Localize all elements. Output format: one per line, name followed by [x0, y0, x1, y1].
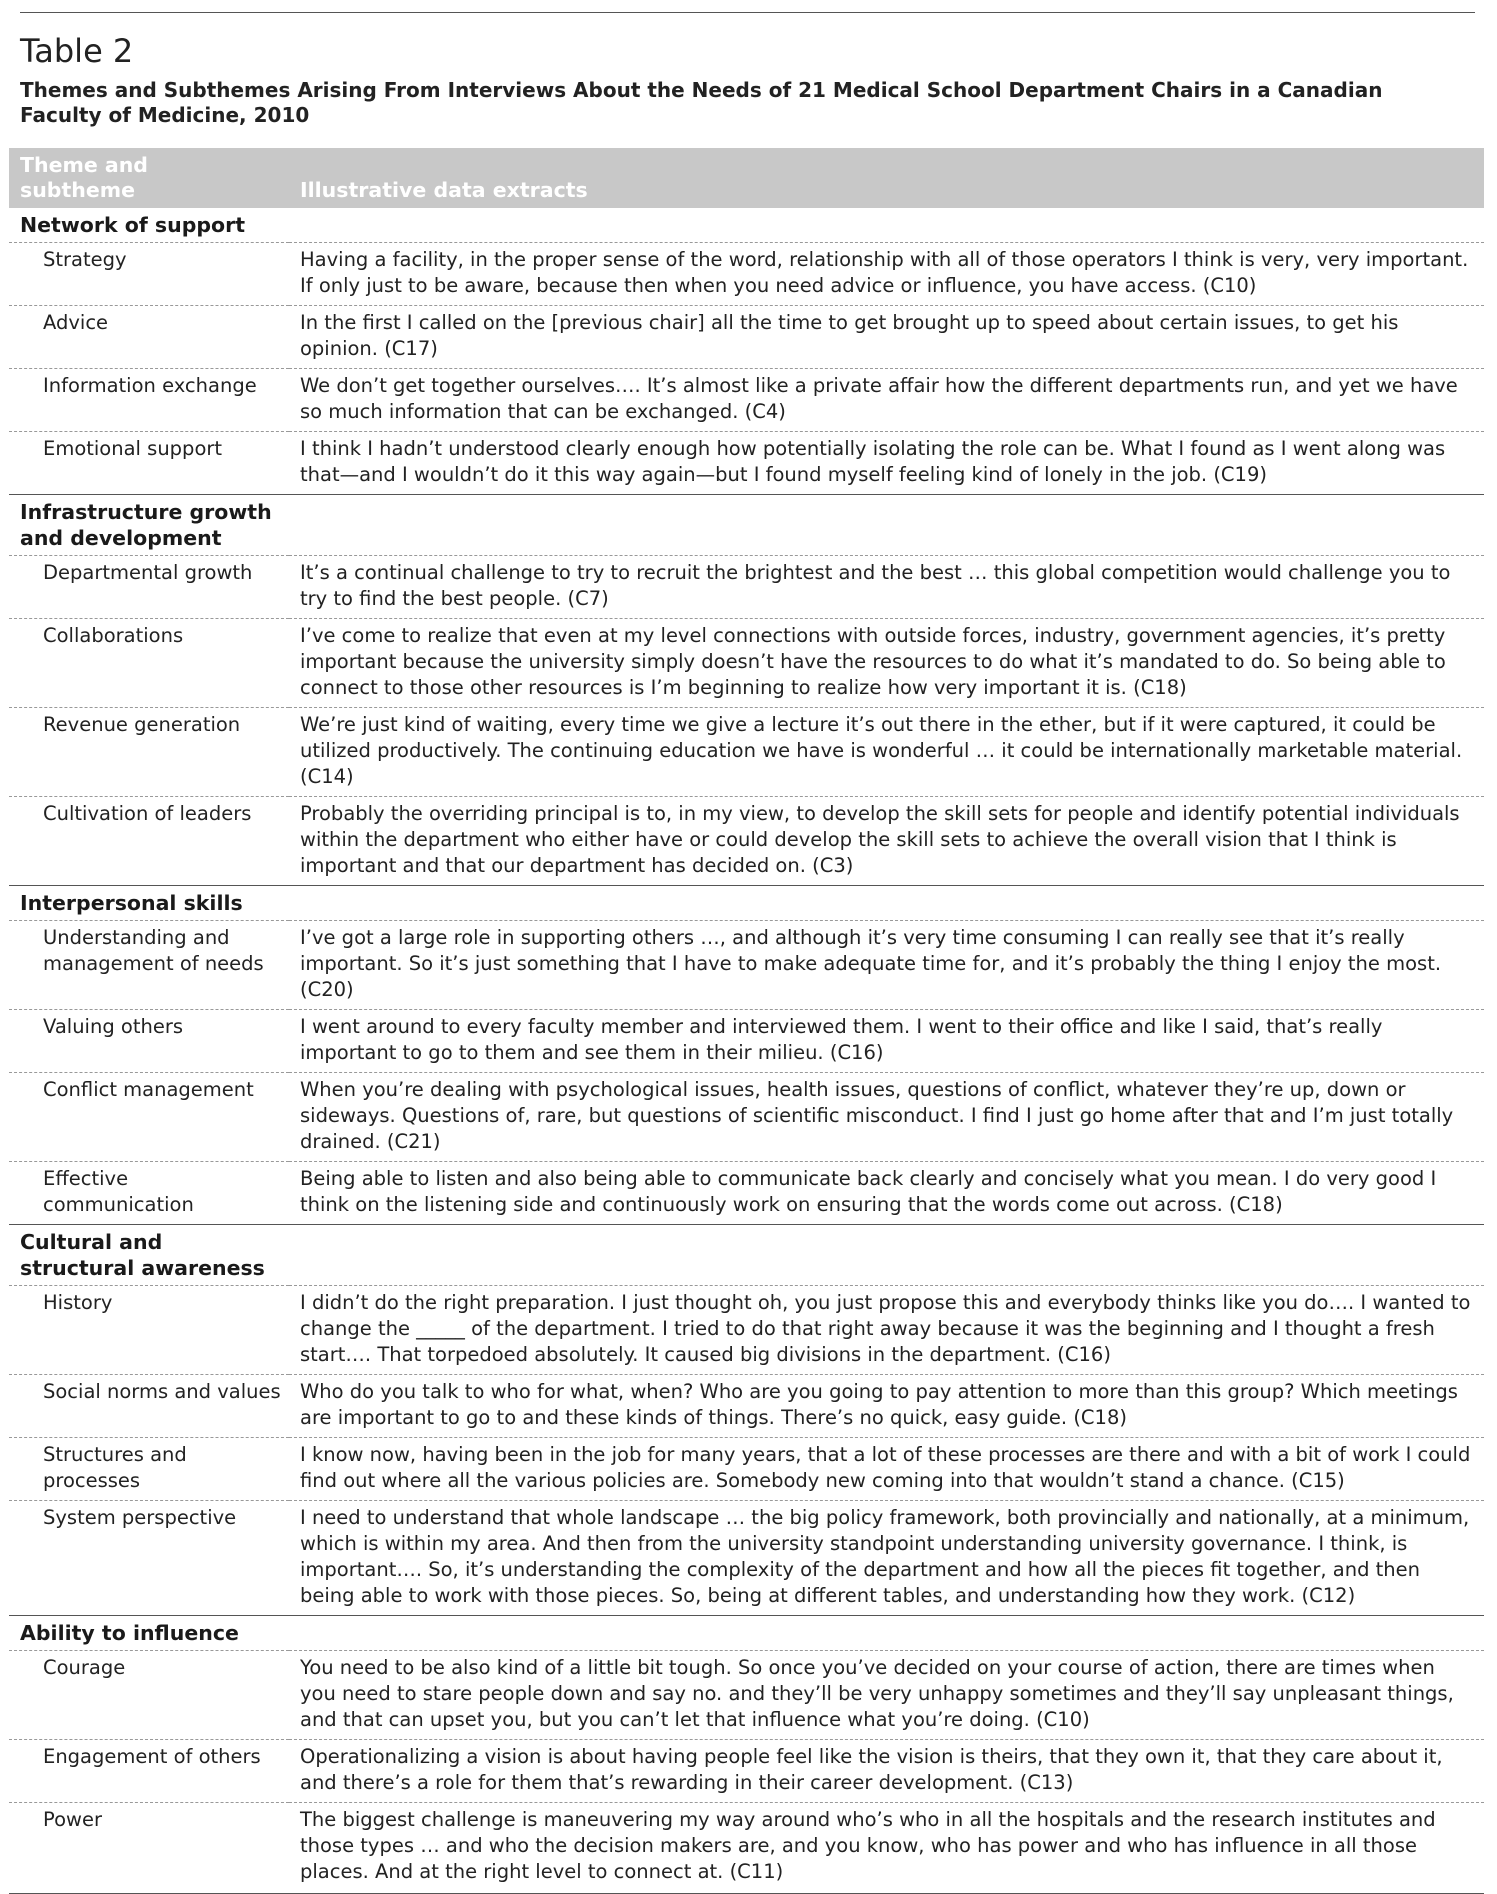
data-extract: I know now, having been in the job for many years, that a lot of these processes are there and with a bit of work I could find out where all the various policies are. Somebody new coming into that wouldn’t stand a chance. (C15) [289, 1438, 1484, 1501]
data-extract: I’ve got a large role in supporting others …, and although it’s very time consuming I can really see that it’s really important. So it’s just something that I have to make adequate time for, and it’s probably the thing I enjoy the most. (C20) [289, 921, 1484, 1010]
theme-title: Ability to influence [9, 1616, 289, 1651]
subtheme-row [9, 1286, 1484, 1375]
subtheme-label: Conflict management [9, 1073, 289, 1162]
subtheme-row [9, 243, 1484, 306]
subtheme-label: Cultivation of leaders [9, 797, 289, 886]
top-rule [20, 12, 1475, 13]
subtheme-row [9, 1740, 1484, 1803]
data-extract: I need to understand that whole landscape … the big policy framework, both provincially and nationally, at a minimum, which is within my area. And then from the university standpoint understanding university governance. I think, is important…. So, it’s understanding the complexity of the department and how all the pieces fit together, and then being able to work with those pieces. So, being at different tables, and understanding how they work. (C12) [289, 1501, 1484, 1616]
themes-table [9, 148, 1484, 1891]
data-extract: You need to be also kind of a little bit tough. So once you’ve decided on your course of action, there are times when you need to stare people down and say no. and they’ll be very unhappy sometimes and they’ll say unpleasant things, and that can upset you, but you can’t let that influence what you’re doing. (C10) [289, 1651, 1484, 1740]
theme-title: Interpersonal skills [9, 886, 289, 921]
subtheme-row [9, 556, 1484, 619]
subtheme-label: Collaborations [9, 619, 289, 708]
theme-title: Cultural and structural awareness [9, 1225, 289, 1286]
subtheme-row [9, 432, 1484, 495]
data-extract: In the first I called on the [previous chair] all the time to get brought up to speed about certain issues, to get his opinion. (C17) [289, 306, 1484, 369]
theme-title-spacer [289, 1225, 1484, 1286]
subtheme-label: Courage [9, 1651, 289, 1740]
header-subtheme-line1: Theme and [20, 153, 148, 177]
subtheme-label: Engagement of others [9, 1740, 289, 1803]
subtheme-row [9, 921, 1484, 1010]
subtheme-label: Valuing others [9, 1010, 289, 1073]
data-extract: I didn’t do the right preparation. I just thought oh, you just propose this and everybody thinks like you do…. I wanted to change the _____ of the department. I tried to do that right away because it was the beginning and I thought a fresh start…. That torpedoed absolutely. It caused big divisions in the department. (C16) [289, 1286, 1484, 1375]
subtheme-row [9, 306, 1484, 369]
data-extract: Operationalizing a vision is about having people feel like the vision is theirs, that they own it, that they care about it, and there’s a role for them that’s rewarding in their career development. (C13) [289, 1740, 1484, 1803]
theme-row [9, 1616, 1484, 1651]
subtheme-row [9, 619, 1484, 708]
data-extract: It’s a continual challenge to try to recruit the brightest and the best … this global competition would challenge you to try to find the best people. (C7) [289, 556, 1484, 619]
theme-title-spacer [289, 208, 1484, 243]
subtheme-label: Social norms and values [9, 1375, 289, 1438]
data-extract: I think I hadn’t understood clearly enough how potentially isolating the role can be. What I found as I went along was that—and I wouldn’t do it this way again—but I found myself feeling kind of lonely in the job. (C19) [289, 432, 1484, 495]
subtheme-label: Advice [9, 306, 289, 369]
subtheme-label: Strategy [9, 243, 289, 306]
data-extract: I’ve come to realize that even at my level connections with outside forces, industry, government agencies, it’s pretty important because the university simply doesn’t have the resources to do what it’s mandated to do. So being able to connect to those other resources is I’m beginning to realize how very important it is. (C18) [289, 619, 1484, 708]
subtheme-label: Departmental growth [9, 556, 289, 619]
subtheme-label: System perspective [9, 1501, 289, 1616]
header-extracts: Illustrative data extracts [289, 148, 1484, 208]
subtheme-row [9, 1375, 1484, 1438]
data-extract: Who do you talk to who for what, when? Who are you going to pay attention to more than this group? Which meetings are important to go to and these kinds of things. There’s no quick, easy guide. (C18) [289, 1375, 1484, 1438]
theme-row [9, 886, 1484, 921]
theme-row [9, 1225, 1484, 1286]
data-extract: Being able to listen and also being able to communicate back clearly and concisely what you mean. I do very good I think on the listening side and continuously work on ensuring that the words come out across. (C18) [289, 1162, 1484, 1225]
theme-title: Infrastructure growth and development [9, 495, 289, 556]
theme-row [9, 208, 1484, 243]
table-caption: Themes and Subthemes Arising From Interviews About the Needs of 21 Medical School Department Chairs in a Canadian Faculty of Medicine, 2010 [20, 78, 1383, 127]
data-extract: We don’t get together ourselves…. It’s almost like a private affair how the different departments run, and yet we have so much information that can be exchanged. (C4) [289, 369, 1484, 432]
data-extract: We’re just kind of waiting, every time we give a lecture it’s out there in the ether, but if it were captured, it could be utilized productively. The continuing education we have is wonderful … it could be internationally marketable material. (C14) [289, 708, 1484, 797]
theme-title-spacer [289, 495, 1484, 556]
data-extract: When you’re dealing with psychological issues, health issues, questions of conflict, whatever they’re up, down or sideways. Questions of, rare, but questions of scientific misconduct. I find I just go home after that and I’m just totally drained. (C21) [289, 1073, 1484, 1162]
subtheme-label: Understanding and management of needs [9, 921, 289, 1010]
theme-title-spacer [289, 886, 1484, 921]
subtheme-label: Structures and processes [9, 1438, 289, 1501]
data-extract: Having a facility, in the proper sense of the word, relationship with all of those operators I think is very, very important. If only just to be aware, because then when you need advice or influence, you have access. (C10) [289, 243, 1484, 306]
subtheme-label: Power [9, 1803, 289, 1892]
data-extract: The biggest challenge is maneuvering my way around who’s who in all the hospitals and the research institutes and those types … and who the decision makers are, and you know, who has power and who has influence in all those places. And at the right level to connect at. (C11) [289, 1803, 1484, 1892]
subtheme-row [9, 797, 1484, 886]
data-extract: I went around to every faculty member and interviewed them. I went to their office and like I said, that’s really important to go to them and see them in their milieu. (C16) [289, 1010, 1484, 1073]
subtheme-row [9, 708, 1484, 797]
subtheme-row [9, 1501, 1484, 1616]
subtheme-label: Effective communication [9, 1162, 289, 1225]
subtheme-label: Information exchange [9, 369, 289, 432]
subtheme-row [9, 1073, 1484, 1162]
header-row [9, 148, 1484, 208]
subtheme-row [9, 1651, 1484, 1740]
subtheme-row [9, 1010, 1484, 1073]
header-subtheme [9, 148, 289, 208]
header-subtheme-line2: subtheme [20, 178, 136, 202]
data-extract: Probably the overriding principal is to, in my view, to develop the skill sets for people and identify potential individuals within the department who either have or could develop the skill sets to achieve the overall vision that I think is important and that our department has decided on. (C3) [289, 797, 1484, 886]
table-label: Table 2 [20, 32, 134, 70]
subtheme-label: Emotional support [9, 432, 289, 495]
theme-title: Network of support [20, 213, 246, 237]
subtheme-row [9, 1162, 1484, 1225]
theme-title-spacer [289, 1616, 1484, 1651]
theme-row [9, 495, 1484, 556]
subtheme-label: Revenue generation [9, 708, 289, 797]
table-body [9, 208, 1484, 1891]
subtheme-row [9, 369, 1484, 432]
subtheme-row [9, 1438, 1484, 1501]
subtheme-row [9, 1803, 1484, 1892]
subtheme-label: History [9, 1286, 289, 1375]
